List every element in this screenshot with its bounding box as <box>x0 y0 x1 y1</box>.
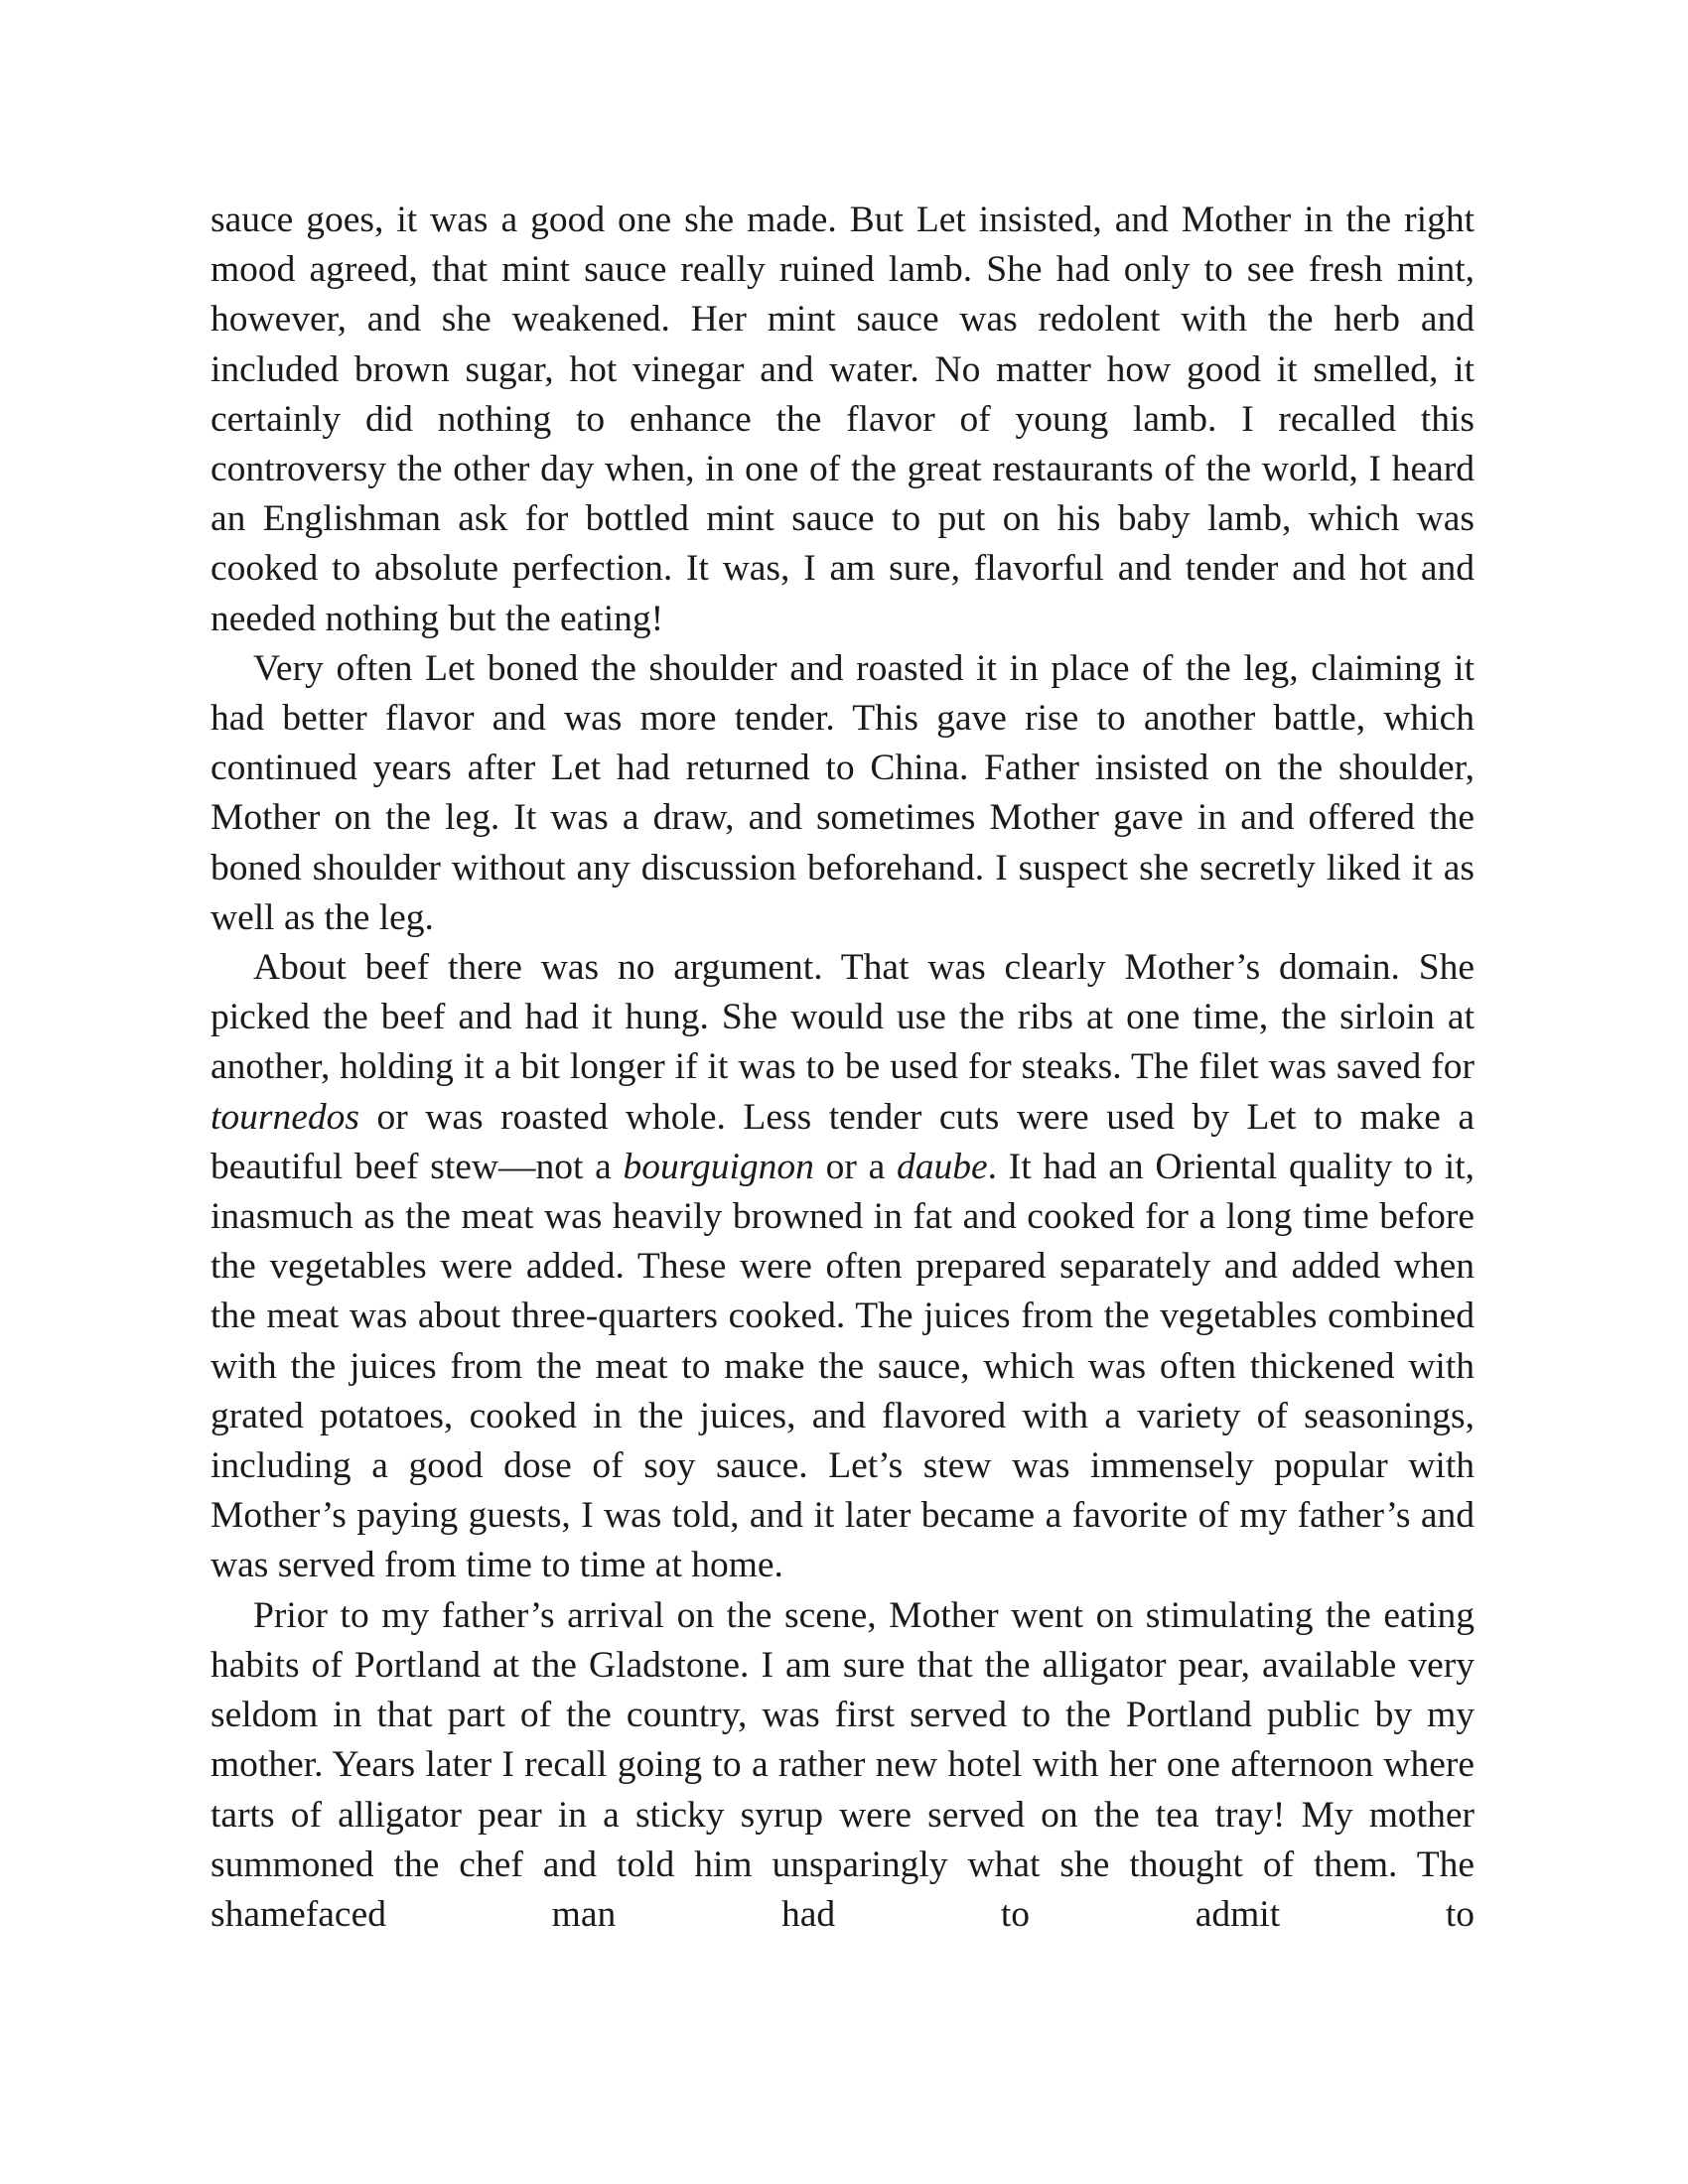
text-segment: . It had an Oriental quality to it, inasmuch as the meat was heavily browned in fat and cooked for a long time before the vegetables were added. These were often prepared separately and added when the meat was about three-quarters cooked. The juices from the vegetables combined with the juices from the meat to make the sauce, which was often thickened with grated potatoes, cooked in the juices, and flavored with a variety of seasonings, including a good dose of soy sauce. Let’s stew was immensely popular with Mother’s paying guests, I was told, and it later became a favorite of my father’s and was served from time to time at home. <box>211 1146 1475 1586</box>
paragraph-beef <box>211 943 1475 1591</box>
paragraph-shoulder-leg <box>211 644 1475 943</box>
text-segment: About beef there was no argument. That was clearly Mother’s domain. She picked the beef and had it hung. She would use the ribs at one time, the sirloin at another, holding it a bit longer if it was to be used for steaks. The filet was saved for <box>211 947 1475 1088</box>
page-body <box>211 196 1475 1940</box>
italic-term-daube: daube <box>897 1146 988 1187</box>
text-segment: or was roasted whole. Less tender cuts were used by Let to make a beautiful beef stew—not a <box>211 1096 1475 1187</box>
italic-term-tournedos: tournedos <box>211 1096 359 1138</box>
text-segment: Prior to my father’s arrival on the scene, Mother went on stimulating the eating habits of Portland at the Gladstone. I am sure that the alligator pear, available very seldom in that part of the country, was first served to the Portland public by my mother. Years later I recall going to a rather new hotel with her one afternoon where tarts of alligator pear in a sticky syrup were served on the tea tray! My mother summoned the chef and told him unsparingly what she thought of them. The shamefaced man had to admit to <box>211 1594 1475 1935</box>
text-segment: or a <box>813 1146 897 1187</box>
text-segment: Very often Let boned the shoulder and roasted it in place of the leg, claiming it had better flavor and was more tender. This gave rise to another battle, which continued years after Let had returned to China. Father insisted on the shoulder, Mother on the leg. It was a draw, and sometimes Mother gave in and offered the boned shoulder without any discussion beforehand. I suspect she secretly liked it as well as the leg. <box>211 647 1475 938</box>
paragraph-alligator-pear <box>211 1591 1475 1940</box>
text-segment: sauce goes, it was a good one she made. But Let insisted, and Mother in the right mood agreed, that mint sauce really ruined lamb. She had only to see fresh mint, however, and she weakened. Her mint sauce was redolent with the herb and included brown sugar, hot vinegar and water. No matter how good it smelled, it certainly did nothing to enhance the flavor of young lamb. I recalled this controversy the other day when, in one of the great restaurants of the world, I heard an Englishman ask for bottled mint sauce to put on his baby lamb, which was cooked to absolute perfection. It was, I am sure, flavorful and tender and hot and needed nothing but the eating! <box>211 200 1475 639</box>
paragraph-mint-sauce <box>211 196 1475 644</box>
italic-term-bourguignon: bourguignon <box>623 1146 814 1187</box>
